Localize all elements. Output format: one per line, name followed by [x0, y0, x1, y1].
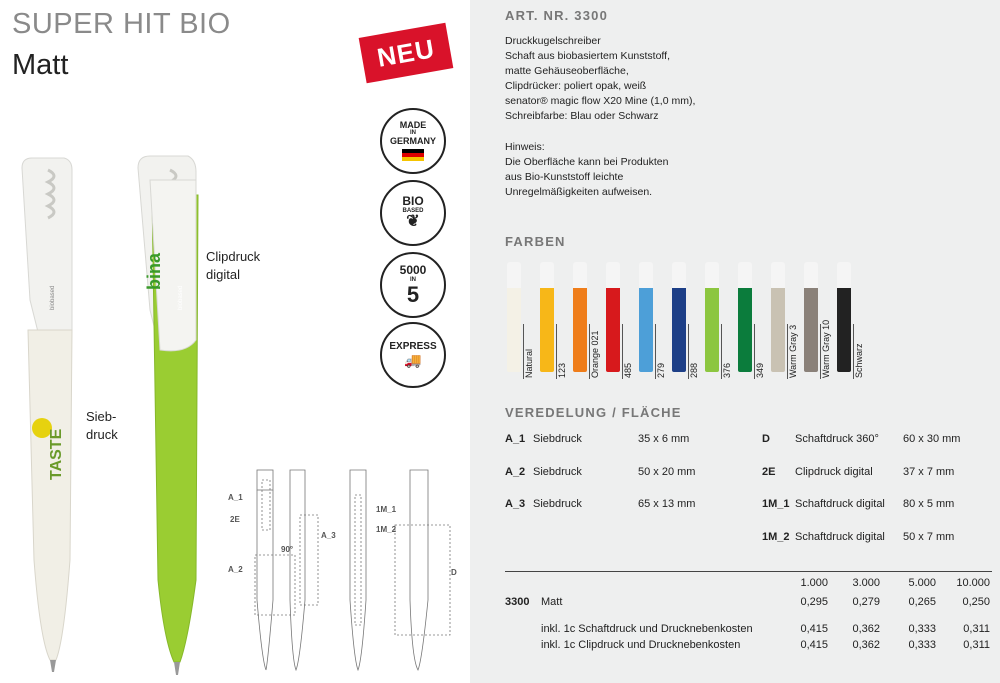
price-value: 0,250 [962, 596, 990, 608]
price-quantity-header: 1.000 [800, 577, 828, 589]
veredelung-code: A_2 [505, 465, 526, 478]
color-swatch-label: 123 [557, 362, 567, 378]
product-subtitle: Matt [12, 49, 69, 81]
tech-label-2e: 2E [230, 515, 240, 524]
price-quantity-header: 3.000 [852, 577, 880, 589]
pen-imprint-biobased-right: biobased [178, 285, 184, 310]
price-value: 0,311 [963, 623, 990, 635]
color-swatch[interactable] [738, 262, 752, 372]
color-swatch[interactable] [804, 262, 818, 372]
veredelung-size: 50 x 7 mm [903, 530, 955, 543]
price-value: 0,415 [800, 623, 828, 635]
made-line2: IN [410, 130, 416, 137]
tech-label-a1: A_1 [228, 493, 243, 502]
product-visual-panel [0, 0, 470, 683]
veredelung-method: Siebdruck [533, 498, 582, 510]
article-note: Hinweis: Die Oberfläche kann bei Produkten aus Bio-Kunststoff leichte Unregelmäßigkeiten aufweisen. [505, 141, 669, 198]
color-swatch-label: Natural [524, 348, 534, 378]
tech-label-a3: A_3 [321, 531, 336, 540]
bio-line1: BIO [402, 194, 424, 209]
price-row-code: 3300 [505, 596, 530, 608]
qty-in: IN [410, 276, 416, 283]
color-swatch[interactable] [771, 262, 785, 372]
express-badge [380, 322, 446, 388]
veredelung-method: Schaftdruck digital [795, 530, 885, 543]
price-quantity-header: 5.000 [908, 577, 936, 589]
price-value: 0,265 [908, 596, 936, 608]
color-swatch-label: Warm Gray 3 [788, 324, 798, 378]
veredelung-size: 60 x 30 mm [903, 433, 961, 445]
price-quantity-header: 10.000 [956, 577, 990, 589]
veredelung-code: 2E [762, 465, 776, 478]
tech-label-d: D [451, 568, 457, 577]
price-row-label: inkl. 1c Clipdruck und Drucknebenkosten [541, 639, 741, 651]
color-swatch[interactable] [507, 262, 521, 372]
new-badge: NEU [359, 23, 454, 84]
bio-based-badge [380, 180, 446, 246]
veredelung-method: Clipdruck digital [795, 465, 873, 478]
pen-imprint-bina: bina [144, 252, 164, 290]
color-swatch-label: 485 [623, 362, 633, 378]
color-swatch-label: 288 [689, 362, 699, 378]
veredelung-method: Siebdruck [533, 465, 582, 478]
pen-imprint-biobased-left: biobased [50, 285, 56, 310]
veredelung-method: Schaftdruck 360° [795, 433, 879, 445]
clipdruck-label: Clipdruck digital [206, 249, 261, 282]
veredelung-size: 50 x 20 mm [638, 465, 696, 478]
quantity-badge [380, 252, 446, 318]
color-swatch-label: 279 [656, 362, 666, 378]
color-swatch-label: Orange 021 [590, 330, 600, 378]
leaf-icon: ❦ [406, 213, 420, 231]
veredelung-code: 1M_2 [762, 530, 790, 543]
price-value: 0,362 [852, 639, 880, 651]
veredelung-method: Siebdruck [533, 433, 582, 445]
veredelung-size: 37 x 7 mm [903, 465, 955, 478]
color-swatch-label: 349 [755, 362, 765, 378]
color-swatch[interactable] [540, 262, 554, 372]
price-divider [505, 571, 992, 572]
tech-label-1m1: 1M_1 [376, 505, 397, 514]
color-swatch[interactable] [573, 262, 587, 372]
tech-label-90: 90° [281, 545, 294, 554]
color-swatch-label: 376 [722, 362, 732, 378]
tech-label-1m2: 1M_2 [376, 525, 397, 534]
article-description: Druckkugelschreiber Schaft aus biobasiertem Kunststoff, matte Gehäuseoberfläche, Clipdrücker: poliert opak, weiß senator® magic flow X20 Mine (1,0 mm), Schreibfarbe: Blau oder Schwarz [505, 35, 696, 122]
veredelung-size: 80 x 5 mm [903, 498, 955, 510]
price-value: 0,415 [800, 639, 828, 651]
qty-top: 5000 [399, 263, 427, 277]
bio-line2: BASED [402, 207, 424, 214]
color-swatch[interactable] [705, 262, 719, 372]
made-line3: GERMANY [389, 135, 436, 146]
price-value: 0,333 [908, 639, 936, 651]
price-value: 0,295 [800, 596, 828, 608]
price-row-label: Matt [541, 596, 563, 608]
truck-icon: 🚚 [404, 351, 422, 368]
color-swatch[interactable] [837, 262, 851, 372]
color-swatch-label: Warm Gray 10 [821, 319, 831, 378]
product-title: SUPER HIT BIO [12, 8, 231, 40]
made-line1: MADE [399, 119, 427, 130]
technical-drawing [255, 470, 450, 670]
price-value: 0,333 [908, 623, 936, 635]
price-value: 0,311 [963, 639, 990, 651]
colors-heading: FARBEN [505, 234, 566, 249]
tech-label-a2: A_2 [228, 565, 243, 574]
color-swatch[interactable] [606, 262, 620, 372]
made-in-germany-badge [380, 108, 446, 174]
germany-flag-icon [402, 149, 424, 161]
pen-imprint-taste: TASTE [48, 428, 65, 480]
veredelung-code: A_3 [505, 498, 526, 510]
veredelung-code: 1M_1 [762, 498, 790, 510]
green-pen-image [138, 156, 198, 675]
veredelung-code: D [762, 433, 770, 445]
price-value: 0,362 [852, 623, 880, 635]
price-row-label: inkl. 1c Schaftdruck und Drucknebenkosten [541, 623, 753, 635]
veredelung-heading: VEREDELUNG / FLÄCHE [505, 405, 682, 420]
white-pen-image [22, 158, 72, 672]
color-swatch[interactable] [672, 262, 686, 372]
siebdruck-label: Sieb- druck [86, 409, 118, 442]
article-heading: ART. NR. 3300 [505, 8, 609, 23]
price-value: 0,279 [852, 596, 880, 608]
veredelung-size: 65 x 13 mm [638, 498, 696, 510]
color-swatch[interactable] [639, 262, 653, 372]
veredelung-size: 35 x 6 mm [638, 433, 690, 445]
veredelung-code: A_1 [505, 433, 526, 445]
color-swatch-label: Schwarz [854, 343, 864, 378]
qty-big: 5 [406, 281, 420, 307]
veredelung-method: Schaftdruck digital [795, 498, 885, 510]
express-label: EXPRESS [389, 341, 437, 353]
